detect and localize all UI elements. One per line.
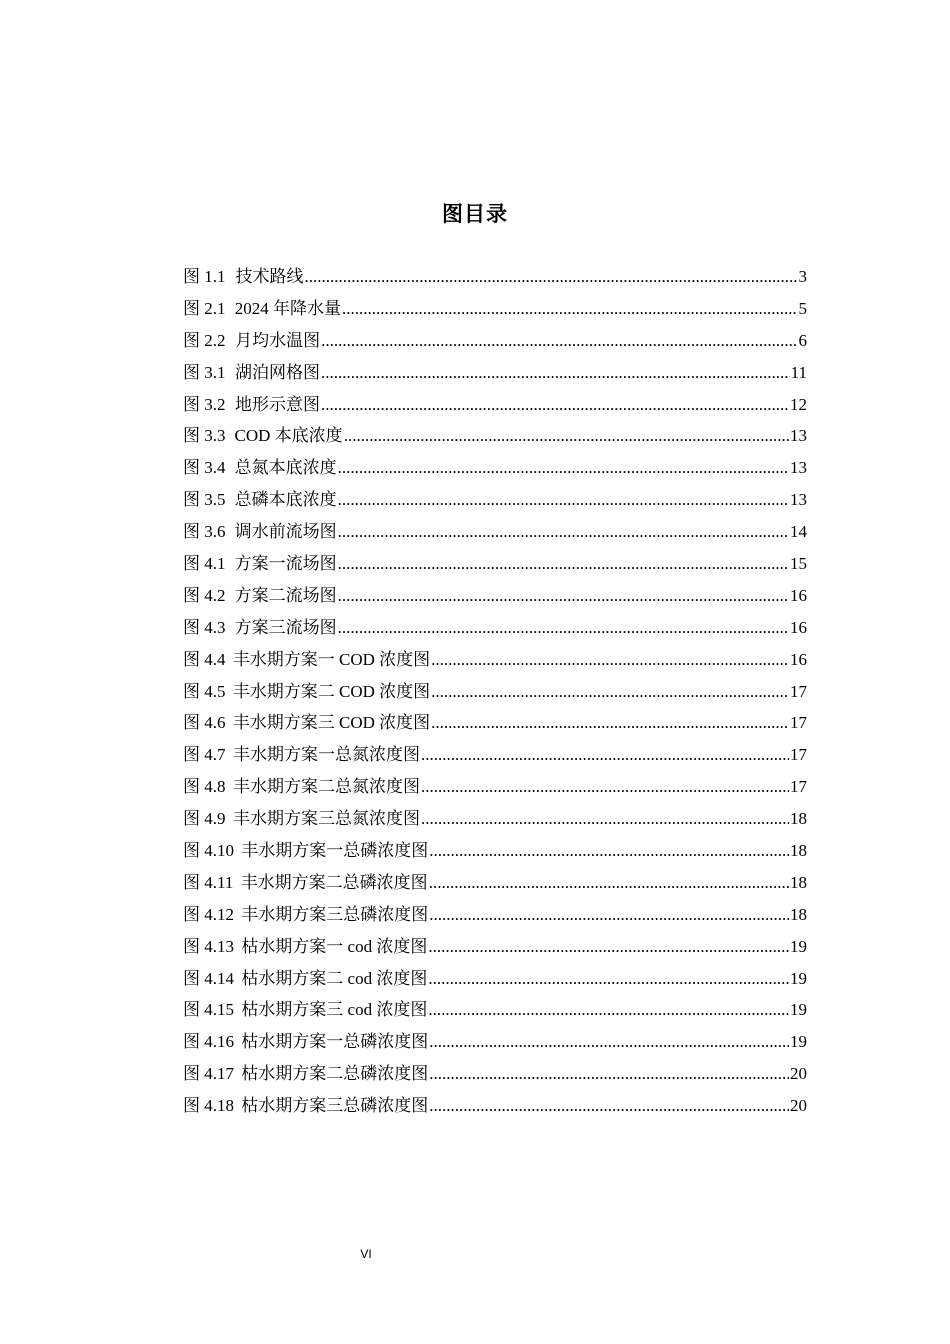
toc-entry-title: 总氮本底浓度 (234, 458, 337, 478)
toc-entry-title: 枯水期方案三 cod 浓度图 (241, 1000, 428, 1020)
toc-entry-dot-leader (431, 682, 789, 702)
toc-entry-label: 图 2.2 (183, 330, 226, 350)
toc-entry[interactable] (183, 708, 807, 740)
toc-entry-label: 图 4.10 (183, 841, 234, 861)
toc-entry[interactable] (183, 517, 807, 549)
toc-entry[interactable] (183, 964, 807, 996)
toc-entry-title: 丰水期方案三总氮浓度图 (232, 809, 420, 829)
toc-entry[interactable] (183, 1091, 807, 1123)
toc-entry-dot-leader (429, 873, 789, 893)
page-number: VI (360, 1247, 372, 1261)
toc-entry-title: 枯水期方案一总磷浓度图 (241, 1032, 429, 1052)
toc-entry-page-number: 19 (790, 936, 807, 956)
toc-entry[interactable] (183, 421, 807, 453)
toc-entry-dot-leader (421, 745, 789, 765)
toc-entry-label: 图 4.18 (183, 1096, 234, 1116)
toc-entry-title: 丰水期方案三总磷浓度图 (241, 904, 429, 924)
toc-entry-title: 丰水期方案一总磷浓度图 (241, 841, 429, 861)
toc-entry-title: 方案一流场图 (234, 554, 337, 574)
toc-entry-title: 技术路线 (235, 267, 304, 286)
toc-entry-label: 图 4.17 (183, 1064, 234, 1084)
toc-entry-dot-leader (428, 1000, 789, 1020)
toc-entry[interactable] (183, 932, 807, 964)
toc-entry-title: 方案二流场图 (234, 585, 337, 605)
toc-entry[interactable] (183, 868, 807, 900)
toc-entry-dot-leader (421, 777, 789, 797)
toc-entry-dot-leader (429, 905, 789, 925)
toc-entry-dot-leader (428, 937, 789, 957)
toc-entry-title: 调水前流场图 (234, 522, 337, 542)
toc-entry-label: 图 3.6 (183, 522, 226, 542)
toc-entry-page-number: 3 (798, 267, 807, 286)
toc-entry-page-number: 16 (790, 649, 807, 669)
toc-entry[interactable] (183, 613, 807, 645)
toc-entry-page-number: 19 (790, 1000, 807, 1020)
toc-entry-page-number: 13 (790, 490, 807, 510)
toc-entry-title: 丰水期方案二总氮浓度图 (232, 777, 420, 797)
toc-entry-dot-leader (305, 267, 798, 287)
toc-entry[interactable] (183, 326, 807, 358)
toc-entry-dot-leader (428, 969, 789, 989)
toc-entry[interactable] (183, 645, 807, 677)
toc-entry-dot-leader (338, 618, 789, 638)
toc-entry-title: 方案三流场图 (234, 617, 337, 637)
toc-entry-dot-leader (429, 1064, 789, 1084)
toc-entry-title: 枯水期方案二总磷浓度图 (241, 1064, 429, 1084)
toc-entry-page-number: 17 (790, 745, 807, 765)
toc-entry-page-number: 20 (790, 1096, 807, 1116)
toc-entry-page-number: 15 (790, 554, 807, 574)
toc-entry-label: 图 3.4 (183, 458, 226, 478)
toc-entry-title: 丰水期方案二 COD 浓度图 (232, 681, 431, 701)
toc-entry-label: 图 4.16 (183, 1032, 234, 1052)
toc-entry-dot-leader (344, 426, 789, 446)
toc-entry[interactable] (183, 804, 807, 836)
toc-entry-label: 图 4.14 (183, 968, 234, 988)
toc-entry-page-number: 17 (790, 713, 807, 733)
toc-entry-label: 图 3.1 (183, 362, 226, 382)
toc-entry-page-number: 19 (790, 968, 807, 988)
page-title: 图目录 (442, 202, 508, 226)
toc-entry-dot-leader (421, 809, 789, 829)
toc-entry-label: 图 3.5 (183, 490, 226, 510)
toc-entry-title: 枯水期方案二 cod 浓度图 (241, 968, 428, 988)
toc-entry-title: 丰水期方案一总氮浓度图 (232, 745, 420, 765)
toc-entry-label: 图 4.4 (183, 649, 226, 669)
toc-entry-page-number: 17 (790, 777, 807, 797)
toc-entry-page-number: 16 (790, 617, 807, 637)
toc-entry-dot-leader (338, 522, 789, 542)
toc-entry-dot-leader (338, 490, 789, 510)
toc-entry-label: 图 4.7 (183, 745, 226, 765)
toc-entry-page-number: 18 (790, 904, 807, 924)
toc-entry-title: 丰水期方案二总磷浓度图 (240, 872, 428, 892)
toc-entry-title: 月均水温图 (235, 330, 321, 350)
toc-entry-title: 地形示意图 (235, 394, 320, 414)
toc-entry-page-number: 5 (798, 298, 807, 318)
toc-entry[interactable] (183, 772, 807, 804)
toc-entry-label: 图 4.9 (183, 809, 226, 829)
toc-entry[interactable] (183, 1059, 807, 1091)
toc-entry-page-number: 14 (790, 522, 807, 542)
toc-entry[interactable] (183, 294, 807, 326)
toc-entry-dot-leader (431, 650, 789, 670)
toc-entry-label: 图 3.3 (183, 426, 226, 446)
figure-list (183, 262, 807, 1123)
toc-entry-title: 丰水期方案三 COD 浓度图 (232, 713, 431, 733)
toc-entry[interactable] (183, 549, 807, 581)
toc-entry-title: 枯水期方案一 cod 浓度图 (241, 936, 428, 956)
toc-entry[interactable] (183, 358, 807, 390)
toc-entry-dot-leader (429, 841, 789, 861)
toc-entry-page-number: 17 (790, 681, 807, 701)
toc-entry-label: 图 4.15 (183, 1000, 234, 1020)
toc-entry[interactable] (183, 390, 807, 422)
toc-entry-dot-leader (342, 299, 798, 319)
toc-entry-page-number: 13 (790, 426, 807, 446)
toc-entry[interactable] (183, 677, 807, 709)
toc-entry-dot-leader (431, 713, 789, 733)
toc-entry-label: 图 4.3 (183, 617, 226, 637)
toc-entry[interactable] (183, 995, 807, 1027)
toc-entry-dot-leader (338, 554, 789, 574)
toc-entry-page-number: 11 (790, 362, 807, 382)
toc-entry-dot-leader (338, 586, 789, 606)
toc-entry-label: 图 4.5 (183, 681, 226, 701)
toc-entry-page-number: 12 (790, 394, 807, 414)
toc-entry-label: 图 2.1 (183, 298, 226, 318)
toc-entry-label: 图 4.11 (183, 872, 234, 892)
toc-entry-page-number: 18 (790, 841, 807, 861)
toc-entry-page-number: 6 (798, 330, 807, 350)
toc-entry-dot-leader (321, 395, 789, 415)
toc-entry-dot-leader (429, 1096, 789, 1116)
toc-entry-label: 图 4.2 (183, 585, 226, 605)
toc-entry-title: COD 本底浓度 (234, 426, 343, 446)
toc-entry-label: 图 4.6 (183, 713, 226, 733)
toc-entry-title: 枯水期方案三总磷浓度图 (241, 1096, 429, 1116)
toc-entry-page-number: 13 (790, 458, 807, 478)
toc-entry[interactable] (183, 1027, 807, 1059)
toc-entry-label: 图 1.1 (183, 267, 226, 286)
toc-entry[interactable] (183, 453, 807, 485)
toc-entry-page-number: 16 (790, 585, 807, 605)
toc-entry-title: 总磷本底浓度 (234, 490, 337, 510)
toc-entry-title: 2024 年降水量 (234, 298, 341, 318)
toc-entry-dot-leader (321, 363, 790, 383)
toc-entry-label: 图 4.1 (183, 554, 226, 574)
toc-entry-dot-leader (429, 1032, 789, 1052)
toc-entry-dot-leader (338, 458, 789, 478)
toc-entry-title: 丰水期方案一 COD 浓度图 (232, 649, 431, 669)
toc-entry[interactable] (183, 262, 807, 294)
toc-entry-label: 图 4.13 (183, 936, 234, 956)
toc-entry[interactable] (183, 900, 807, 932)
toc-entry-dot-leader (321, 331, 797, 351)
toc-entry-label: 图 3.2 (183, 394, 226, 414)
toc-entry-page-number: 19 (790, 1032, 807, 1052)
toc-entry-page-number: 18 (790, 872, 807, 892)
toc-entry-label: 图 4.12 (183, 904, 234, 924)
toc-entry-label: 图 4.8 (183, 777, 226, 797)
toc-entry[interactable] (183, 836, 807, 868)
toc-entry-page-number: 18 (790, 809, 807, 829)
toc-entry[interactable] (183, 581, 807, 613)
toc-entry-title: 湖泊网格图 (235, 362, 320, 382)
toc-entry[interactable] (183, 740, 807, 772)
toc-entry-page-number: 20 (790, 1064, 807, 1084)
toc-entry[interactable] (183, 485, 807, 517)
